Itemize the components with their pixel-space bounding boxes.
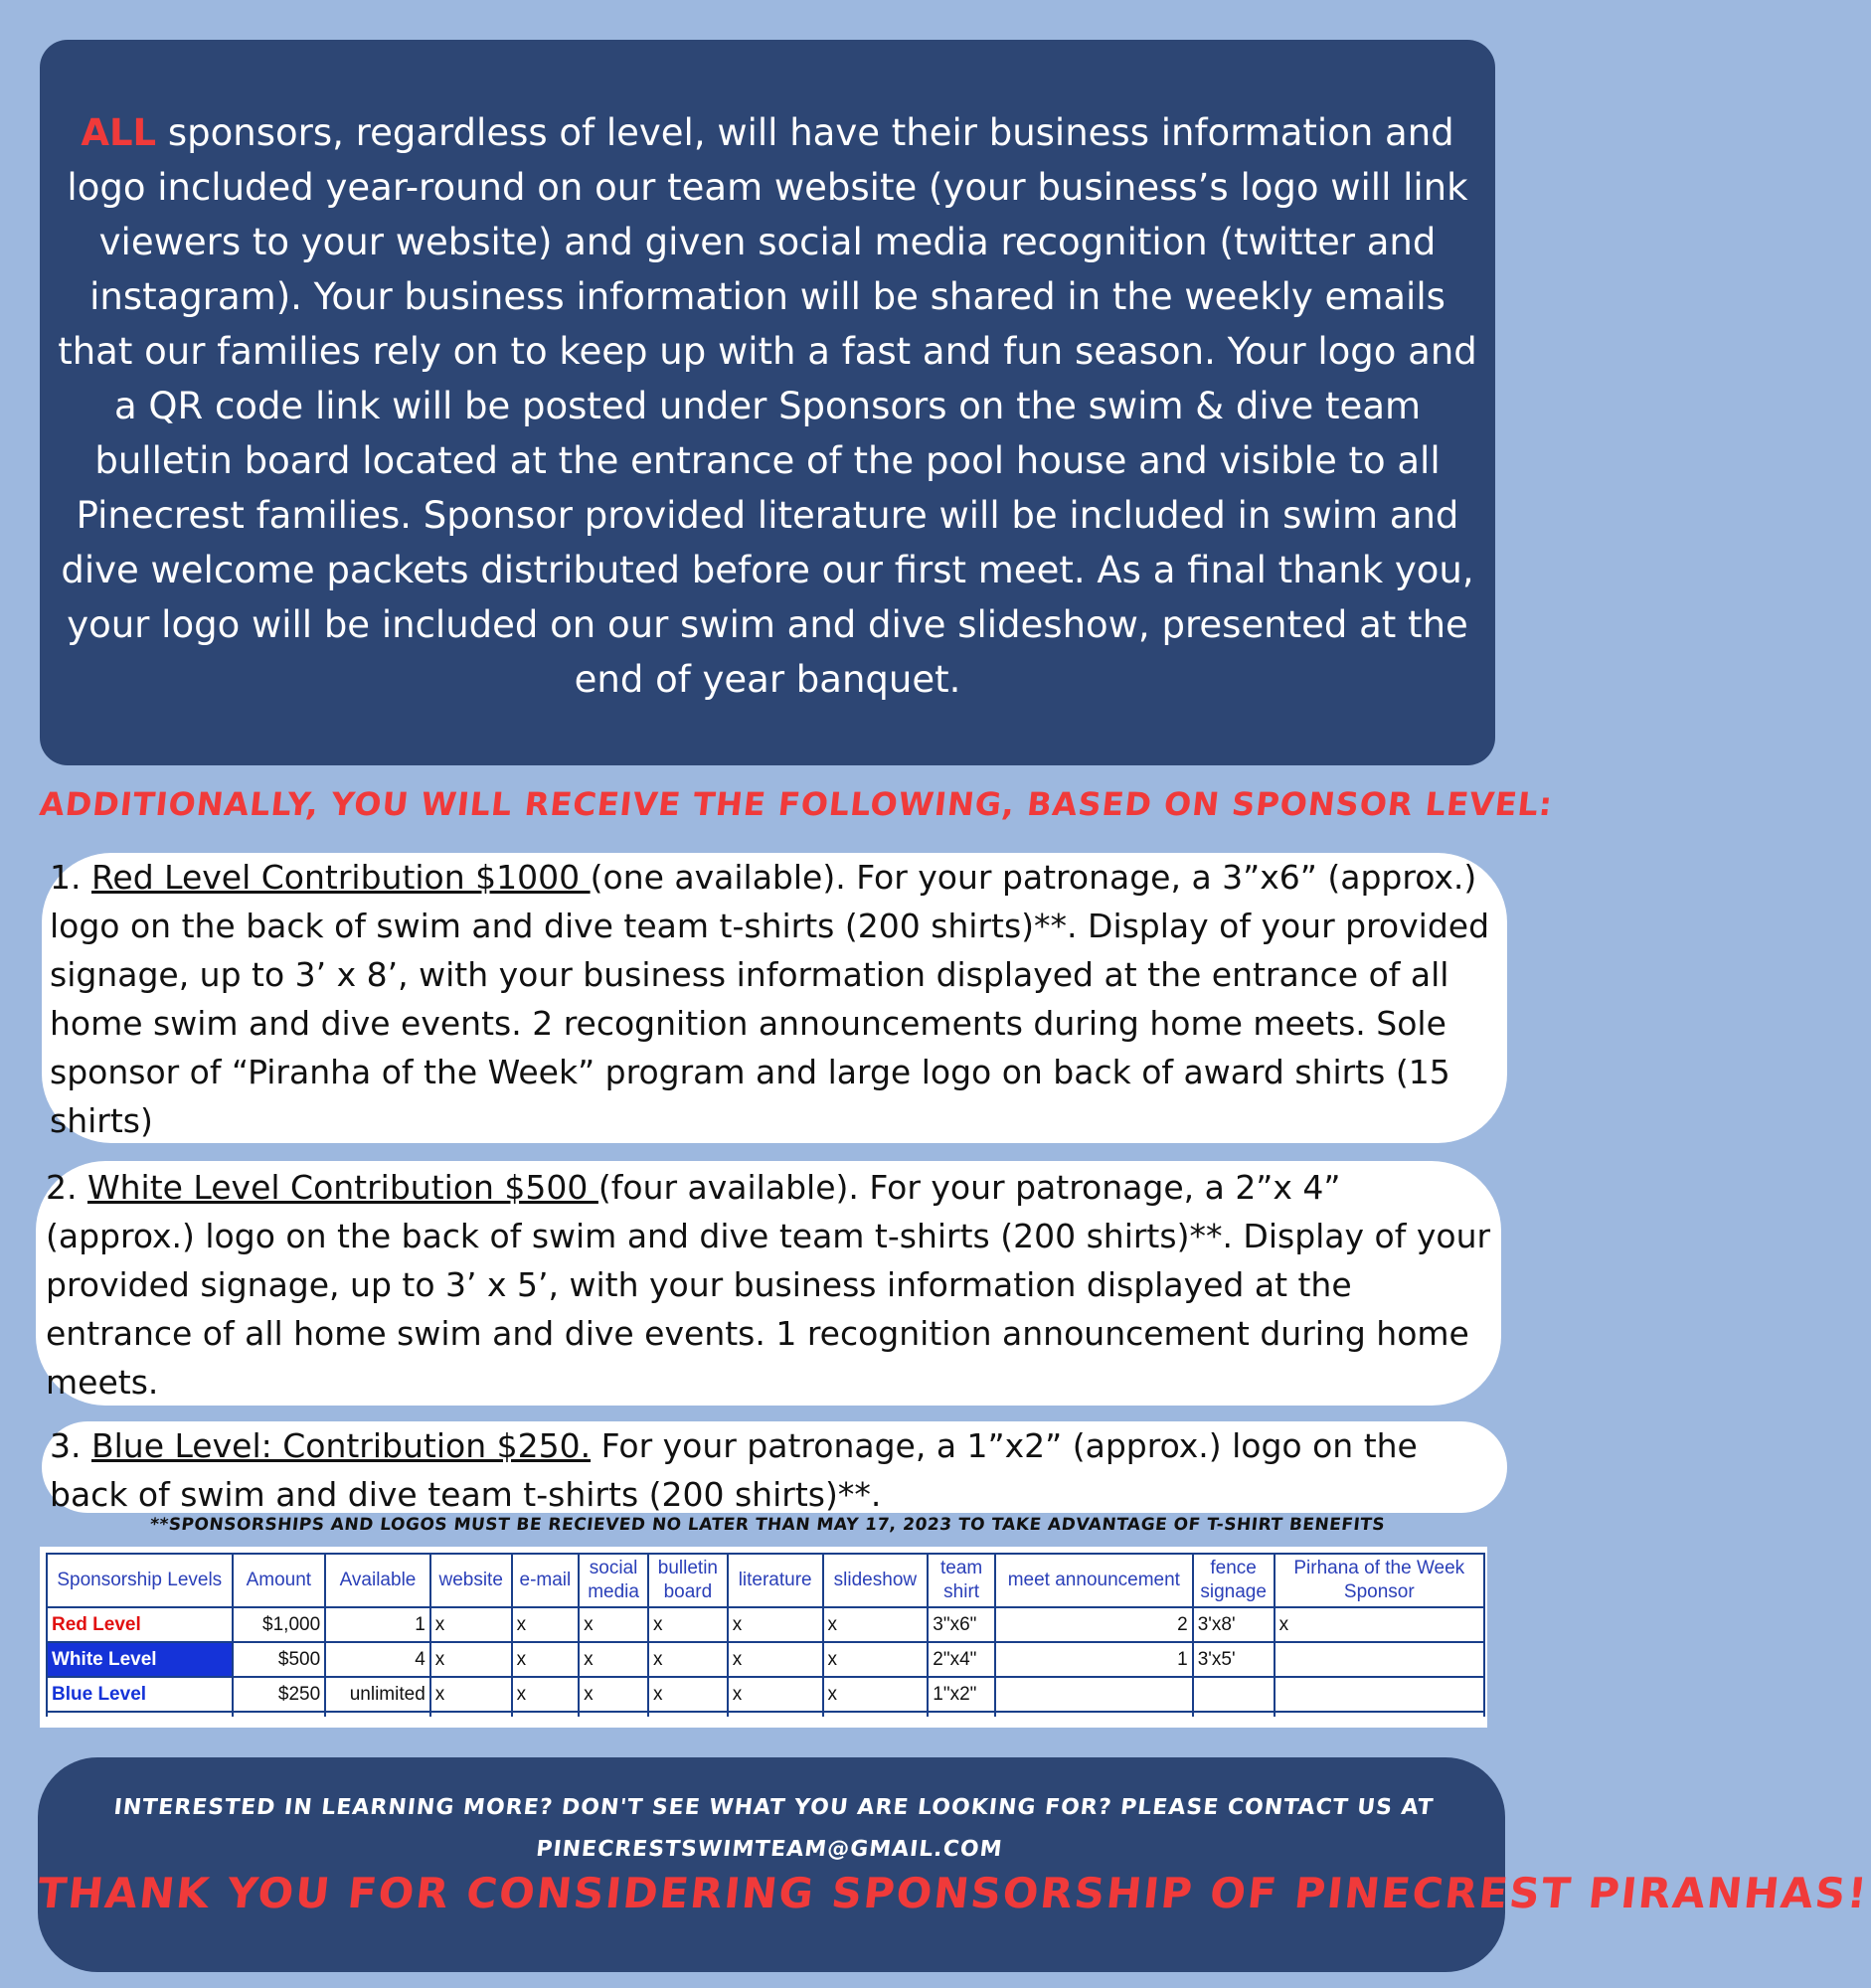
col-header: Pirhana of the Week Sponsor xyxy=(1275,1554,1484,1607)
table-cell: 2"x4" xyxy=(928,1642,995,1677)
table-row xyxy=(47,1642,1484,1677)
col-header: fence signage xyxy=(1193,1554,1275,1607)
table-cell xyxy=(1275,1642,1484,1677)
table-cell: x xyxy=(823,1677,929,1712)
table-cell: 3'x5' xyxy=(1193,1642,1275,1677)
table-cell: 3"x6" xyxy=(928,1607,995,1642)
col-header: Amount xyxy=(233,1554,326,1607)
table-cell: 1 xyxy=(995,1642,1193,1677)
table-row xyxy=(47,1677,1484,1712)
empty-cell xyxy=(1193,1712,1275,1717)
table-cell: x xyxy=(1275,1607,1484,1642)
table-cell: 3'x8' xyxy=(1193,1607,1275,1642)
contact-panel xyxy=(35,1757,1871,1972)
red-level-description: (one available). For your patronage, a 3”x6” (approx.) logo on the back of swim and dive team t-shirts (200 shirts)**. Display of your provided signage, up to 3’ x 8’, with your business information displayed at the entrance of all home swim and dive events. 2 recognition announcements during home meets. Sole sponsor of “Piranha of the Week” program and large logo on back of award shirts (15 shirts) xyxy=(50,858,1490,1140)
col-header: website xyxy=(430,1554,512,1607)
table-cell: 1"x2" xyxy=(928,1677,995,1712)
table-header-row xyxy=(47,1554,1484,1607)
red-level-text xyxy=(50,853,1501,1145)
empty-cell xyxy=(928,1712,995,1717)
col-header: Sponsorship Levels xyxy=(47,1554,233,1607)
table-row xyxy=(47,1607,1484,1642)
table-cell: x xyxy=(430,1677,512,1712)
amount-cell: $500 xyxy=(233,1642,326,1677)
table-cell: x xyxy=(823,1607,929,1642)
col-header: e-mail xyxy=(512,1554,580,1607)
intro-highlight: ALL xyxy=(81,111,157,154)
col-header: meet announcement xyxy=(995,1554,1193,1607)
level-cell: White Level xyxy=(47,1642,233,1677)
table-cell: x xyxy=(430,1607,512,1642)
white-level-box xyxy=(36,1161,1501,1406)
contact-email-link[interactable]: PINECRESTSWIMTEAM@GMAIL.COM xyxy=(534,1837,1004,1862)
table-cell: x xyxy=(579,1607,648,1642)
thank-you-message: THANK YOU FOR CONSIDERING SPONSORSHIP OF PINECREST PIRANHAS! xyxy=(35,1869,1871,1917)
level-cell: Red Level xyxy=(47,1607,233,1642)
empty-cell xyxy=(430,1712,512,1717)
amount-cell: $1,000 xyxy=(233,1607,326,1642)
table-row-empty xyxy=(47,1712,1484,1717)
red-level-box xyxy=(42,853,1507,1143)
table-cell: x xyxy=(648,1642,728,1677)
col-header: team shirt xyxy=(928,1554,995,1607)
white-level-text xyxy=(46,1163,1497,1407)
deadline-note: **SPONSORSHIPS AND LOGOS MUST BE RECIEVED NO LATER THAN MAY 17, 2023 TO TAKE ADVANTAGE OF T-SHIRT BENEFITS xyxy=(148,1515,1387,1535)
empty-cell xyxy=(512,1712,580,1717)
available-cell: 1 xyxy=(325,1607,430,1642)
white-level-number: 2. xyxy=(46,1168,87,1207)
col-header: slideshow xyxy=(823,1554,929,1607)
benefits-heading: ADDITIONALLY, YOU WILL RECEIVE THE FOLLOWING, BASED ON SPONSOR LEVEL: xyxy=(38,785,1555,823)
table-cell: x xyxy=(430,1642,512,1677)
red-level-number: 1. xyxy=(50,858,91,897)
sponsorship-table-container xyxy=(40,1547,1487,1728)
table-cell: x xyxy=(579,1677,648,1712)
empty-cell xyxy=(648,1712,728,1717)
table-cell: x xyxy=(512,1607,580,1642)
col-header: literature xyxy=(728,1554,823,1607)
col-header: social media xyxy=(579,1554,648,1607)
intro-panel xyxy=(40,40,1495,765)
table-cell: x xyxy=(728,1642,823,1677)
empty-cell xyxy=(995,1712,1193,1717)
table-cell: x xyxy=(648,1677,728,1712)
white-level-title: White Level Contribution $500 xyxy=(86,1168,598,1207)
contact-line: INTERESTED IN LEARNING MORE? DON'T SEE WHAT YOU ARE LOOKING FOR? PLEASE CONTACT US AT xyxy=(112,1795,1436,1820)
empty-cell xyxy=(233,1712,326,1717)
table-cell: x xyxy=(512,1677,580,1712)
table-cell: 2 xyxy=(995,1607,1193,1642)
empty-cell xyxy=(579,1712,648,1717)
blue-level-box xyxy=(42,1421,1507,1513)
table-cell xyxy=(1193,1677,1275,1712)
white-level-description: (four available). For your patronage, a 2”x 4” (approx.) logo on the back of swim and dive team t-shirts (200 shirts)**. Display of your provided signage, up to 3’ x 5’, with your business information displayed at the entrance of all home swim and dive events. 1 recognition announcement during home meets. xyxy=(46,1168,1491,1402)
col-header: Available xyxy=(325,1554,430,1607)
table-cell xyxy=(1275,1677,1484,1712)
available-cell: 4 xyxy=(325,1642,430,1677)
empty-cell xyxy=(823,1712,929,1717)
level-cell: Blue Level xyxy=(47,1677,233,1712)
empty-cell xyxy=(728,1712,823,1717)
contact-text xyxy=(34,1787,1510,1871)
col-header: bulletin board xyxy=(648,1554,728,1607)
table-cell: x xyxy=(648,1607,728,1642)
red-level-title: Red Level Contribution $1000 xyxy=(90,858,591,897)
empty-cell xyxy=(325,1712,430,1717)
table-cell: x xyxy=(728,1677,823,1712)
blue-level-description: For your patronage, a 1”x2” (approx.) logo on the back of swim and dive team t-shirts (200 shirts)**. xyxy=(50,1426,1418,1514)
blue-level-text xyxy=(50,1421,1501,1519)
empty-cell xyxy=(47,1712,233,1717)
amount-cell: $250 xyxy=(233,1677,326,1712)
table-cell: x xyxy=(823,1642,929,1677)
available-cell: unlimited xyxy=(325,1677,430,1712)
sponsorship-table xyxy=(46,1553,1485,1717)
blue-level-title: Blue Level: Contribution $250. xyxy=(90,1426,592,1465)
table-cell: x xyxy=(728,1607,823,1642)
empty-cell xyxy=(1275,1712,1484,1717)
blue-level-number: 3. xyxy=(50,1426,91,1465)
intro-text: sponsors, regardless of level, will have their business information and logo included year-round on our team website (your business’s logo will link viewers to your website) and given social media recognition (twitter and instagram). Your business information will be shared in the weekly emails that our families rely on to keep up with a fast and fun season. Your logo and a QR code link will be posted under Sponsors on the swim & dive team bulletin board located at the entrance of the pool house and visible to all Pinecrest families. Sponsor provided literature will be included in swim and dive welcome packets distributed before our first meet. As a final thank you, your logo will be included on our swim and dive slideshow, presented at the end of year banquet. xyxy=(58,111,1477,701)
table-cell: x xyxy=(512,1642,580,1677)
table-cell: x xyxy=(579,1642,648,1677)
table-cell xyxy=(995,1677,1193,1712)
